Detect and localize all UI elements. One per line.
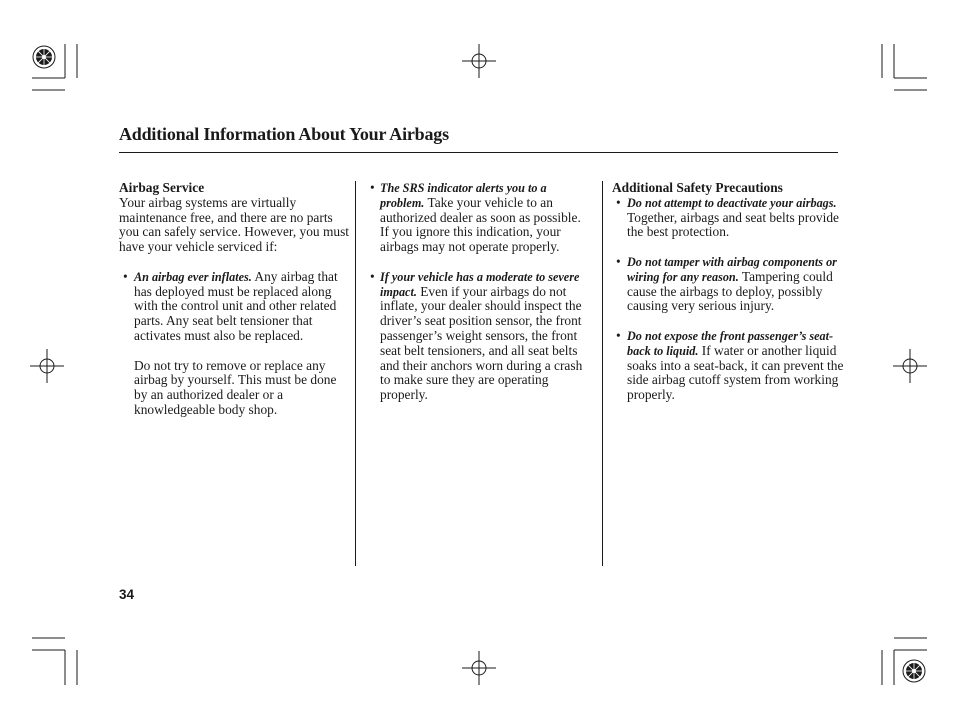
bullet-moderate-impact xyxy=(368,270,592,403)
bullet-text: Any airbag that has deployed must be replaced along with the control unit and other related parts. Any seat belt tensioner that activates must also be replaced. xyxy=(134,268,338,343)
bullet-do-not-tamper xyxy=(612,255,848,314)
safety-precautions-heading: Additional Safety Precautions xyxy=(612,180,783,195)
bullet-text: Tampering could cause the airbags to deploy, possibly causing very serious injury. xyxy=(627,268,833,314)
title-rule xyxy=(119,152,838,153)
page-number: 34 xyxy=(119,587,135,602)
bullet-text: Even if your airbags do not inflate, your dealer should inspect the driver’s seat position sensor, the front passenger’s weight sensors, the front seat belt tensioners, and all seat belts and their anchors worn during a crash to make sure they are operating properly. xyxy=(380,283,583,403)
starburst-mark-top-left xyxy=(33,46,55,68)
bullet-do-not-deactivate xyxy=(612,196,848,240)
airbag-removal-warning: Do not try to remove or replace any airbag by yourself. This must be done by an authorized dealer or a knowledgeable body shop. xyxy=(134,357,337,417)
airbag-service-heading: Airbag Service xyxy=(119,180,205,195)
bullet-lead: Do not expose the front passenger’s seat-back to liquid. xyxy=(627,328,834,358)
page-title: Additional Information About Your Airbags xyxy=(119,124,449,144)
bullet-text: Together, airbags and seat belts provide the best protection. xyxy=(627,209,839,240)
column-srs-indicator xyxy=(368,181,592,403)
column-safety-precautions xyxy=(612,181,848,403)
column-divider-1 xyxy=(355,181,356,566)
bullet-airbag-inflates xyxy=(119,270,351,344)
bullet-srs-indicator xyxy=(368,181,592,255)
starburst-mark-bottom-right xyxy=(903,660,925,682)
bullet-lead: If your vehicle has a moderate to severe impact. xyxy=(380,269,580,299)
bullet-text: If water or another liquid soaks into a seat-back, it can prevent the side airbag cutoff system from working properly. xyxy=(627,342,844,403)
column-divider-2 xyxy=(602,181,603,566)
bullet-lead: The SRS indicator alerts you to a problem. xyxy=(380,181,547,210)
bullet-lead: Do not tamper with airbag components or wiring for any reason. xyxy=(627,254,837,284)
airbag-service-intro: Your airbag systems are virtually maintenance free, and there are no parts you can safely service. However, you must have your vehicle serviced if: xyxy=(119,194,350,255)
bullet-seat-back-liquid xyxy=(612,329,848,403)
bullet-lead: An airbag ever inflates. xyxy=(134,269,252,284)
bullet-lead: Do not attempt to deactivate your airbags. xyxy=(627,195,837,210)
column-airbag-service xyxy=(119,181,351,418)
bullet-text: Take your vehicle to an authorized dealer as soon as possible. If you ignore this indication, your airbags may not operate properly. xyxy=(380,194,581,255)
